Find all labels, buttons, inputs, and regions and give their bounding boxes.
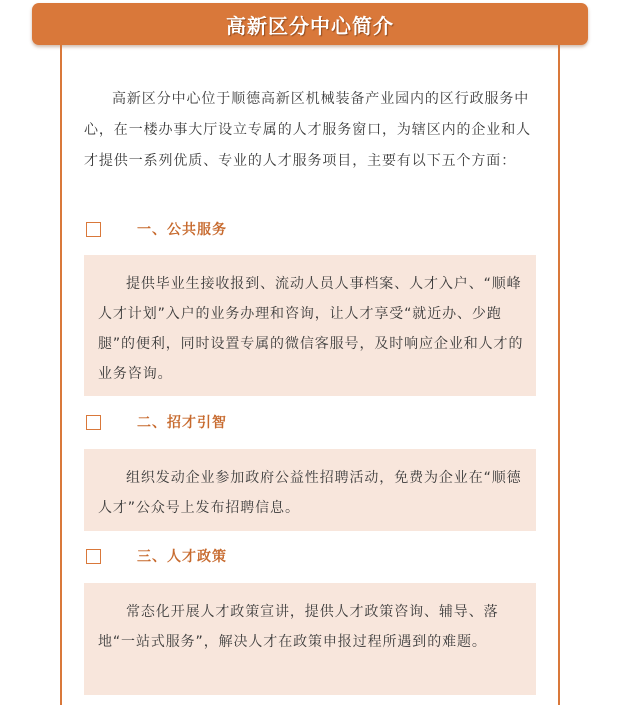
checkbox-icon xyxy=(86,222,101,237)
section-header-public-service xyxy=(86,219,227,239)
section-title: 一、公共服务 xyxy=(137,222,227,238)
section-title: 二、招才引智 xyxy=(137,415,227,431)
section-box-talent-recruitment xyxy=(84,449,536,531)
section-body: 提供毕业生接收报到、流动人员人事档案、人才入户、“顺峰人才计划”入户的业务办理和咨询，让人才享受“就近办、少跑腿”的便利，同时设置专属的微信客服号，及时响应企业和人才的业务咨询。 xyxy=(98,276,524,382)
intro-paragraph: 高新区分中心位于顺德高新区机械装备产业园内的区行政服务中心，在一楼办事大厅设立专属的人才服务窗口，为辖区内的企业和人才提供一系列优质、专业的人才服务项目，主要有以下五个方面： xyxy=(84,91,531,169)
section-box-talent-policy xyxy=(84,583,536,695)
section-body: 常态化开展人才政策宣讲，提供人才政策咨询、辅导、落地“一站式服务”，解决人才在政策申报过程所遇到的难题。 xyxy=(98,604,499,650)
page-title: 高新区分中心简介 xyxy=(226,13,394,38)
section-title: 三、人才政策 xyxy=(137,549,227,565)
checkbox-icon xyxy=(86,415,101,430)
title-banner xyxy=(32,3,588,45)
checkbox-icon xyxy=(86,549,101,564)
section-header-talent-recruitment xyxy=(86,412,227,432)
section-header-talent-policy xyxy=(86,546,227,566)
section-body: 组织发动企业参加政府公益性招聘活动，免费为企业在“顺德人才”公众号上发布招聘信息。 xyxy=(98,470,522,516)
section-box-public-service xyxy=(84,255,536,396)
